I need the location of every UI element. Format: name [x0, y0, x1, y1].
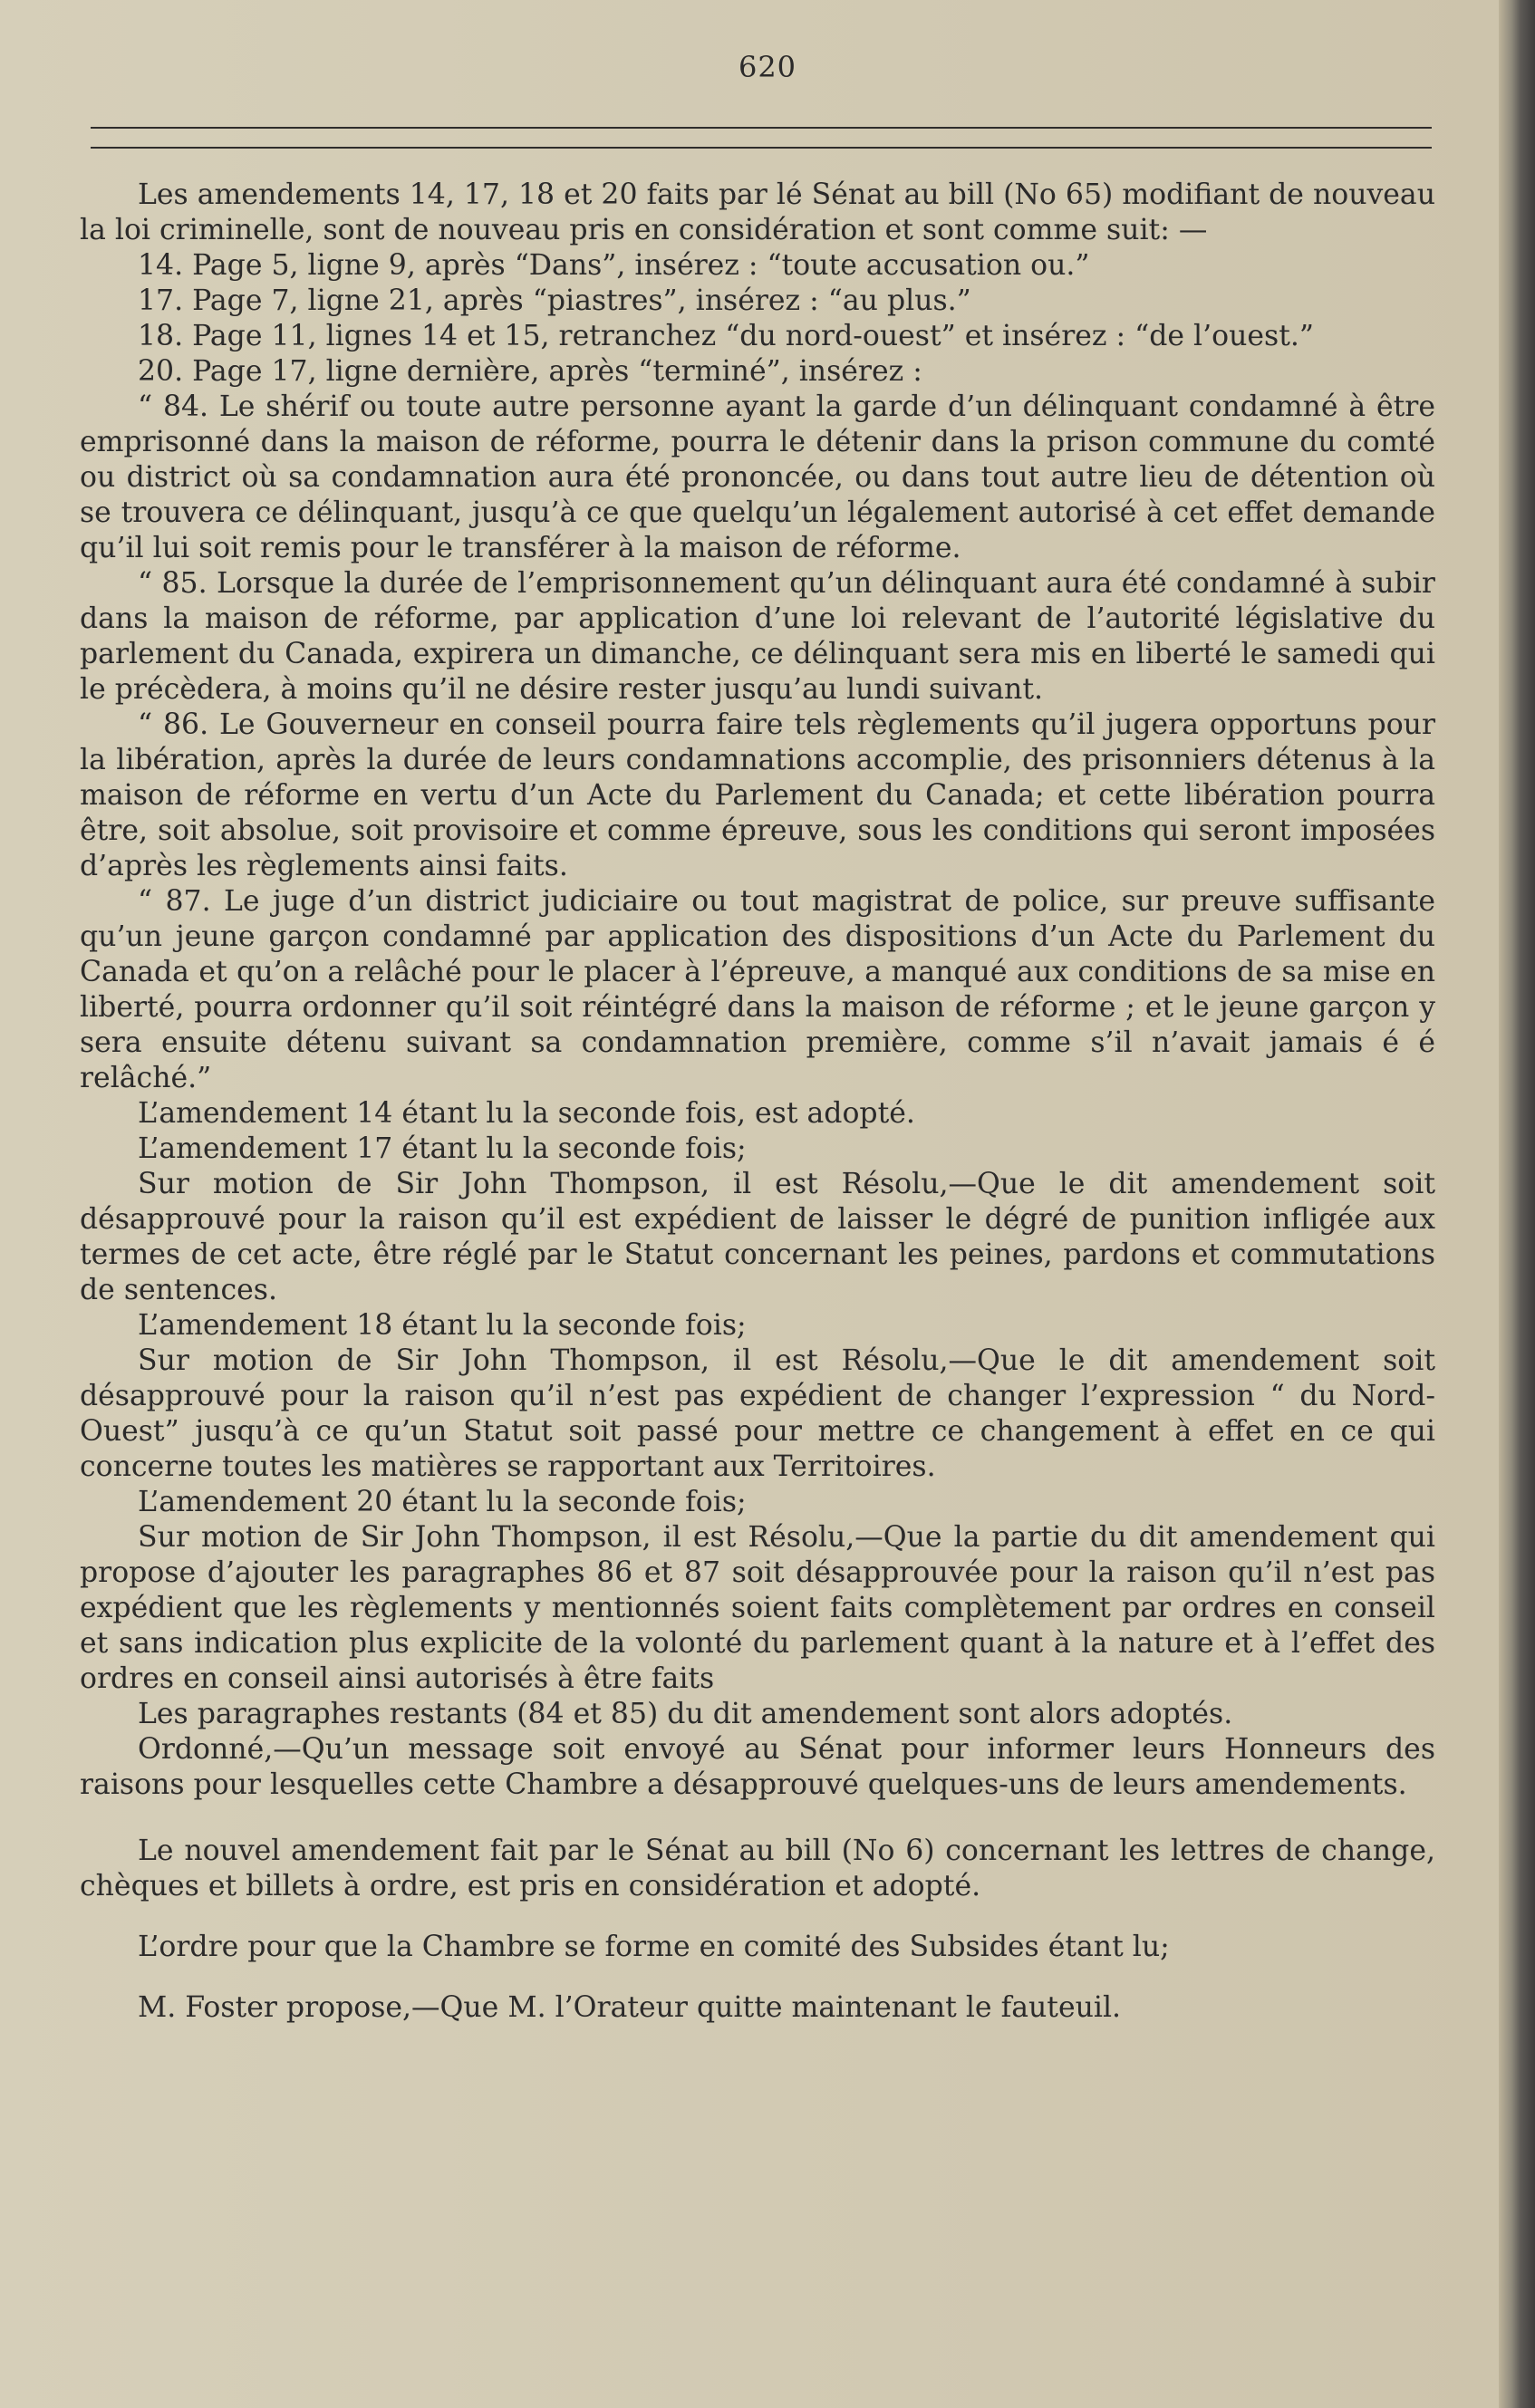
- paragraph: L’amendement 20 étant lu la seconde fois;: [138, 1486, 747, 1518]
- paragraph: Le nouvel amendement fait par le Sénat au bill (No 6) concernant les lettres de change, chèques et billets à ordre, est pris en considération et adopté.: [80, 1835, 1435, 1902]
- paragraph: Sur motion de Sir John Thompson, il est Résolu,—Que le dit amendement soit désapprouvé pour la raison qu’il est expédient de laisser le dégré de punition infligée aux termes de cet acte, être réglé par le Statut concernant les peines, pardons et commutations de sentences.: [80, 1168, 1435, 1306]
- paragraph: 20. Page 17, ligne dernière, après “terminé”, insérez :: [138, 355, 922, 388]
- book-spine-edge: [1499, 0, 1535, 2408]
- paragraph: “ 87. Le juge d’un district judiciaire ou tout magistrat de police, sur preuve suffisante qu’un jeune garçon condamné par application des dispositions d’un Acte du Parlement du Canada et qu’on a relâché pour le placer à l’épreuve, a manqué aux conditions de sa mise en liberté, pourra ordonner qu’il soit réintégré dans la maison de réforme ; et le jeune garçon y sera ensuite détenu suivant sa condamnation première, comme s’il n’avait jamais é é relâché.”: [80, 885, 1435, 1094]
- paragraph: “ 85. Lorsque la durée de l’emprisonnement qu’un délinquant aura été condamné à subir dans la maison de réforme, par application d’une loi relevant de l’autorité législative du parlement du Canada, expirera un dimanche, ce délinquant sera mis en liberté le samedi qui le précèdera, à moins qu’il ne désire rester jusqu’au lundi suivant.: [80, 567, 1435, 706]
- paragraph: “ 86. Le Gouverneur en conseil pourra faire tels règlements qu’il jugera opportuns pour la libération, après la durée de leurs condamnations accomplie, des prisonniers détenus à la maison de réforme en vertu d’un Acte du Parlement du Canada; et cette libération pourra être, soit absolue, soit provisoire et comme épreuve, sous les conditions qui seront imposées d’après les règlements ainsi faits.: [80, 708, 1435, 882]
- paragraph: Sur motion de Sir John Thompson, il est Résolu,—Que la partie du dit amendement qui propose d’ajouter les paragraphes 86 et 87 soit désapprouvée pour la raison qu’il n’est pas expédient que les règlements y mentionnés soient faits complètement par ordres en conseil et sans indication plus explicite de la volonté du parlement quant à la nature et à l’effet des ordres en conseil ainsi autorisés à être faits: [80, 1521, 1435, 1695]
- header-rule-bottom: [91, 147, 1432, 149]
- paragraph: 18. Page 11, lignes 14 et 15, retranchez “du nord-ouest” et insérez : “de l’ouest.”: [138, 320, 1314, 352]
- paragraph: “ 84. Le shérif ou toute autre personne ayant la garde d’un délinquant condamné à être emprisonné dans la maison de réforme, pourra le détenir dans la prison commune du comté ou district où sa condamnation aura été prononcée, ou dans tout autre lieu de détention où se trouvera ce délinquant, jusqu’à ce que quelqu’un légalement autorisé à cet effet demande qu’il lui soit remis pour le transférer à la maison de réforme.: [80, 390, 1435, 564]
- header-rule-top: [91, 127, 1432, 129]
- paragraph: Les paragraphes restants (84 et 85) du dit amendement sont alors adoptés.: [138, 1698, 1233, 1730]
- page-number: 620: [738, 50, 797, 84]
- paragraph: Les amendements 14, 17, 18 et 20 faits par lé Sénat au bill (No 65) modifiant de nouveau la loi criminelle, sont de nouveau pris en considération et sont comme suit: —: [80, 178, 1435, 246]
- paragraph: Sur motion de Sir John Thompson, il est Résolu,—Que le dit amendement soit désapprouvé pour la raison qu’il n’est pas expédient de changer l’expression “ du Nord-Ouest” jusqu’à ce qu’un Statut soit passé pour mettre ce changement à effet en ce qui concerne toutes les matières se rapportant aux Territoires.: [80, 1344, 1435, 1483]
- paragraph: L’amendement 17 étant lu la seconde fois;: [138, 1132, 747, 1165]
- paragraph: 17. Page 7, ligne 21, après “piastres”, insérez : “au plus.”: [138, 284, 971, 317]
- paragraph: L’ordre pour que la Chambre se forme en comité des Subsides étant lu;: [138, 1931, 1170, 1963]
- paragraph: L’amendement 18 étant lu la seconde fois;: [138, 1309, 747, 1342]
- paragraph: 14. Page 5, ligne 9, après “Dans”, insérez : “toute accusation ou.”: [138, 249, 1090, 282]
- body-text: [80, 178, 1435, 2026]
- paragraph: L’amendement 14 étant lu la seconde fois, est adopté.: [138, 1097, 915, 1130]
- paragraph: Ordonné,—Qu’un message soit envoyé au Sénat pour informer leurs Honneurs des raisons pour lesquelles cette Chambre a désapprouvé quelques-uns de leurs amendements.: [80, 1733, 1435, 1801]
- paragraph: M. Foster propose,—Que M. l’Orateur quitte maintenant le fauteuil.: [138, 1991, 1122, 2024]
